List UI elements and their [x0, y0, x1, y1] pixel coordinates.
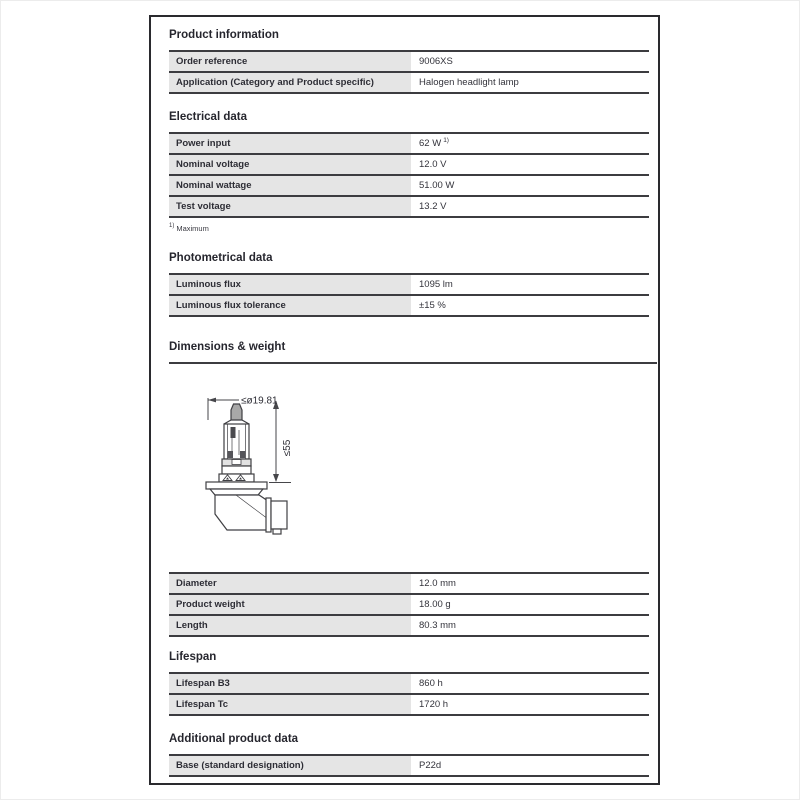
footnote-text: Maximum	[176, 223, 209, 233]
section-heading-dimensions-weight: Dimensions & weight	[169, 341, 286, 353]
dimension-label-diameter: ≤ø19.81	[241, 395, 278, 407]
section-electrical-data	[169, 111, 649, 234]
table-row	[169, 73, 649, 94]
bulb-outline	[206, 404, 287, 534]
section-dimensions-weight	[169, 341, 649, 637]
row-value: 1720 h	[419, 699, 449, 710]
row-value: 860 h	[419, 678, 443, 689]
row-label: Test voltage	[169, 197, 411, 216]
table-row	[169, 296, 649, 317]
row-label: Product weight	[169, 595, 411, 614]
footnote	[169, 223, 649, 234]
table-row	[169, 275, 649, 296]
footnote-marker: 1)	[443, 136, 449, 144]
row-label: Length	[169, 616, 411, 635]
row-label: Application (Category and Product specific)	[169, 73, 411, 92]
table-row	[169, 197, 649, 218]
row-value: P22d	[419, 760, 442, 771]
row-value: Halogen headlight lamp	[419, 77, 519, 88]
table-row	[169, 674, 649, 695]
row-value: 1095 lm	[419, 279, 453, 290]
table-row	[169, 134, 649, 155]
lifespan-table	[169, 672, 649, 716]
section-product-information	[169, 29, 649, 94]
row-label: Luminous flux tolerance	[169, 296, 411, 315]
table-row	[169, 574, 649, 595]
power-input-value: 62 W	[419, 138, 442, 149]
additional-product-data-table	[169, 754, 649, 777]
footnote-marker: 1)	[169, 223, 175, 229]
row-value: 51.00 W	[419, 180, 455, 191]
section-heading-additional-product-data: Additional product data	[169, 733, 299, 745]
table-row	[169, 176, 649, 197]
section-heading-lifespan: Lifespan	[169, 651, 217, 663]
electrical-data-table	[169, 132, 649, 218]
row-value: 13.2 V	[419, 201, 447, 212]
photometrical-data-table	[169, 273, 649, 317]
row-label: Power input	[169, 134, 411, 153]
row-value: 80.3 mm	[419, 620, 456, 631]
row-label: Lifespan Tc	[169, 695, 411, 714]
row-label: Diameter	[169, 574, 411, 593]
row-label: Base (standard designation)	[169, 756, 411, 775]
table-row	[169, 155, 649, 176]
datasheet-page	[149, 15, 660, 785]
section-heading-photometrical-data: Photometrical data	[169, 252, 273, 264]
row-label: Order reference	[169, 52, 411, 71]
section-heading-electrical-data: Electrical data	[169, 111, 247, 123]
row-value: 12.0 V	[419, 159, 447, 170]
section-additional-product-data	[169, 733, 649, 777]
table-row	[169, 695, 649, 716]
row-label: Nominal wattage	[169, 176, 411, 195]
row-value: 9006XS	[419, 56, 453, 67]
row-label: Nominal voltage	[169, 155, 411, 174]
section-divider	[169, 362, 657, 364]
row-label: Luminous flux	[169, 275, 411, 294]
table-row	[169, 616, 649, 637]
table-row	[169, 595, 649, 616]
section-lifespan	[169, 651, 649, 716]
section-photometrical-data	[169, 252, 649, 317]
bulb-technical-drawing	[196, 390, 316, 565]
product-information-table	[169, 50, 649, 94]
row-value: 12.0 mm	[419, 578, 456, 589]
datasheet-content	[169, 29, 649, 777]
row-value: 18.00 g	[419, 599, 451, 610]
row-label: Lifespan B3	[169, 674, 411, 693]
table-row	[169, 52, 649, 73]
dimension-label-length: ≤55	[282, 439, 293, 457]
dimensions-weight-table	[169, 572, 649, 637]
section-heading-product-information: Product information	[169, 29, 279, 41]
row-value: ±15 %	[419, 300, 446, 311]
row-value	[411, 134, 649, 153]
table-row	[169, 756, 649, 777]
